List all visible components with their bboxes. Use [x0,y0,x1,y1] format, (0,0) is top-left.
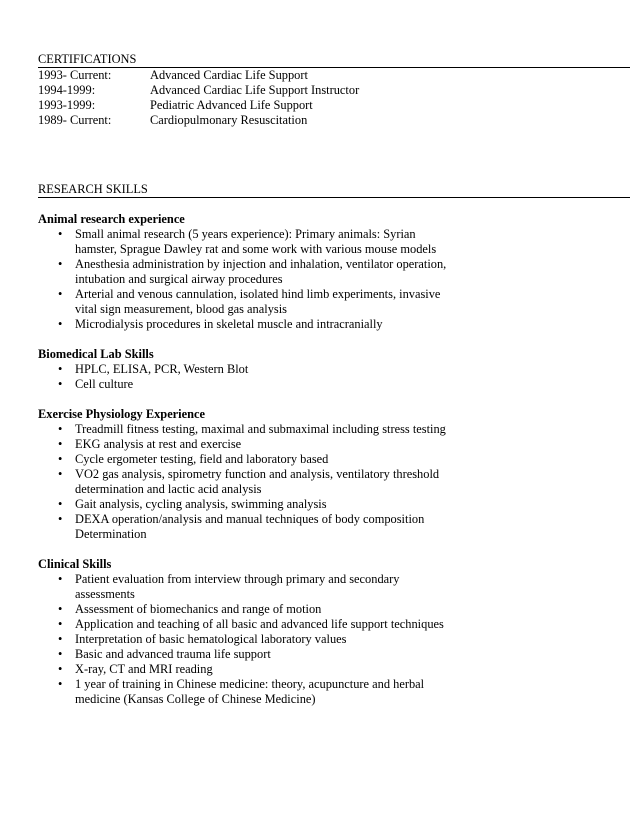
bullet-icon: • [58,662,63,676]
skill-text: Interpretation of basic hematological laboratory values [75,632,347,646]
skill-text: 1 year of training in Chinese medicine: theory, acupuncture and herbal medicine (Kansas College of Chinese Medicine) [75,677,425,706]
bullet-icon: • [58,572,63,586]
bullet-icon: • [58,287,63,301]
certifications-heading: CERTIFICATIONS [38,52,630,68]
certification-row [38,98,598,113]
skill-text: EKG analysis at rest and exercise [75,437,242,451]
skill-item [38,227,455,257]
skill-item [38,437,455,452]
skill-list [38,422,598,542]
skill-item [38,662,455,677]
skill-text: Microdialysis procedures in skeletal muscle and intracranially [75,317,383,331]
certification-date: 1989- Current: [38,113,112,127]
certification-date: 1993- Current: [38,68,112,82]
certification-name: Cardiopulmonary Resuscitation [150,113,308,127]
bullet-icon: • [58,452,63,466]
bullet-icon: • [58,227,63,241]
bullet-icon: • [58,317,63,331]
bullet-icon: • [58,422,63,436]
skill-item [38,617,455,632]
bullet-icon: • [58,497,63,511]
skill-item [38,467,455,497]
skill-list [38,362,598,392]
skill-group-heading: Exercise Physiology Experience [38,407,206,421]
skill-item [38,512,455,542]
skill-list [38,572,598,707]
skill-group-heading: Biomedical Lab Skills [38,347,154,361]
certification-date: 1993-1999: [38,98,96,112]
certification-row [38,68,598,83]
skill-list [38,227,598,332]
bullet-icon: • [58,362,63,376]
skill-group-animal-research [38,212,598,332]
skill-text: HPLC, ELISA, PCR, Western Blot [75,362,249,376]
skill-text: Cycle ergometer testing, field and laboratory based [75,452,329,466]
skill-text: VO2 gas analysis, spirometry function and analysis, ventilatory threshold determination and lactic acid analysis [75,467,440,496]
skill-item [38,317,455,332]
skill-text: Cell culture [75,377,134,391]
skill-item [38,452,455,467]
bullet-icon: • [58,632,63,646]
skill-text: Small animal research (5 years experience): Primary animals: Syrian hamster, Sprague Dawley rat and some work with various mouse models [75,227,437,256]
bullet-icon: • [58,647,63,661]
skill-text: Arterial and venous cannulation, isolated hind limb experiments, invasive vital sign measurement, blood gas analysis [75,287,441,316]
skill-item [38,632,455,647]
skill-item [38,647,455,662]
skill-text: Patient evaluation from interview through primary and secondary assessments [75,572,400,601]
bullet-icon: • [58,617,63,631]
bullet-icon: • [58,467,63,481]
bullet-icon: • [58,437,63,451]
skill-text: Application and teaching of all basic and advanced life support techniques [75,617,444,631]
skill-text: Basic and advanced trauma life support [75,647,271,661]
skill-item [38,422,455,437]
certification-date: 1994-1999: [38,83,96,97]
skill-item [38,287,455,317]
skill-item [38,677,455,707]
skill-item [38,377,455,392]
skill-item [38,572,455,602]
certifications-list [38,68,598,128]
certification-name: Advanced Cardiac Life Support [150,68,308,82]
skill-item [38,257,455,287]
skill-text: Assessment of biomechanics and range of motion [75,602,322,616]
research-skills-section [38,212,598,722]
skill-text: Treadmill fitness testing, maximal and submaximal including stress testing [75,422,446,436]
skill-item [38,497,455,512]
bullet-icon: • [58,257,63,271]
skill-text: Gait analysis, cycling analysis, swimming analysis [75,497,327,511]
certification-name: Pediatric Advanced Life Support [150,98,313,112]
bullet-icon: • [58,512,63,526]
certification-row [38,83,598,98]
skill-group-exercise-physiology [38,407,598,542]
certification-name: Advanced Cardiac Life Support Instructor [150,83,360,97]
skill-group-heading: Animal research experience [38,212,185,226]
skill-group-clinical [38,557,598,707]
bullet-icon: • [58,377,63,391]
skill-group-heading: Clinical Skills [38,557,112,571]
skill-group-biomedical-lab [38,347,598,392]
certification-row [38,113,598,128]
skill-text: Anesthesia administration by injection and inhalation, ventilator operation, intubation and surgical airway procedures [75,257,447,286]
skill-text: DEXA operation/analysis and manual techniques of body composition Determination [75,512,425,541]
bullet-icon: • [58,677,63,691]
skill-text: X-ray, CT and MRI reading [75,662,213,676]
bullet-icon: • [58,602,63,616]
skill-item [38,602,455,617]
skill-item [38,362,455,377]
research-skills-heading: RESEARCH SKILLS [38,182,630,198]
